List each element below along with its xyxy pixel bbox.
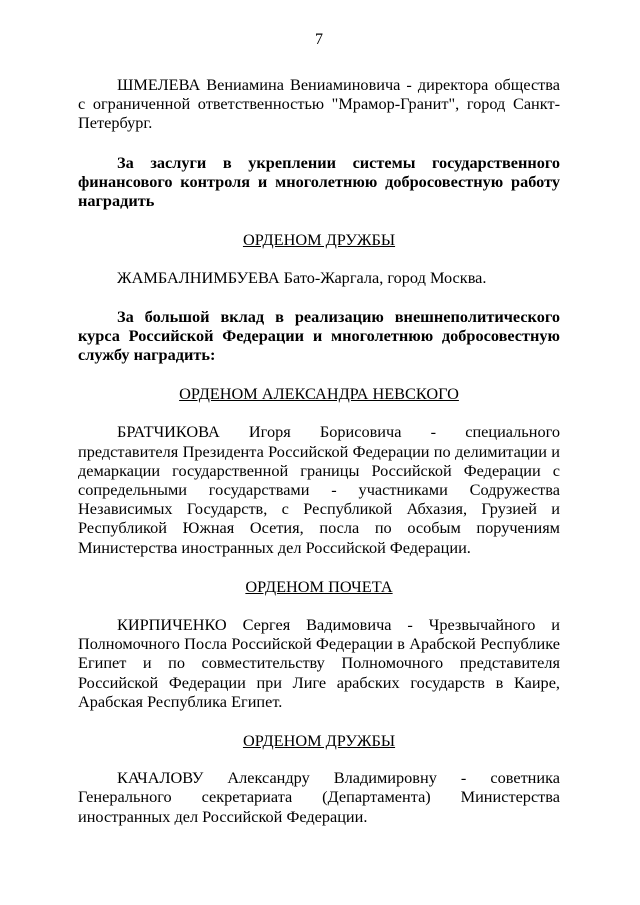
award-heading-order-of-friendship: ОРДЕНОМ ДРУЖБЫ <box>242 230 396 250</box>
document-page <box>78 30 560 826</box>
page-number: 7 <box>315 31 323 48</box>
award-recipient-zhambalnimbuev: ЖАМБАЛНИМБУЕВА Бато-Жаргала, город Москва. <box>117 268 487 288</box>
award-heading-order-of-friendship-2: ОРДЕНОМ ДРУЖБЫ <box>242 731 396 751</box>
award-heading-order-of-alexander-nevsky: ОРДЕНОМ АЛЕКСАНДРА НЕВСКОГО <box>179 384 459 404</box>
award-recipient-bratchikov: БРАТЧИКОВА Игоря Борисовича - специального представителя Президента Российской Федерации по делимитации и демаркации государственной границы Российской Федерации с сопредельными государствами - участниками Содружества Независимых Государств, с Республикой Абхазия, Грузией и Республикой Южная Осетия, посла по особым поручениям Министерства иностранных дел Российской Федерации. <box>78 422 560 557</box>
award-recipient-kirpichenko: КИРПИЧЕНКО Сергея Вадимовича - Чрезвычайного и Полномочного Посла Российской Федерации в Арабской Республике Египет и по совместительству Полномочного представителя Российской Федерации при Лиге арабских государств в Каире, Арабская Республика Египет. <box>78 615 560 711</box>
decree-foreign-policy: За большой вклад в реализацию внешнеполитического курса Российской Федерации и многолетнюю добросовестную службу наградить: <box>78 306 560 365</box>
award-recipient-kachalova: КАЧАЛОВУ Александру Владимировну - советника Генерального секретариата (Департамента) Министерства иностранных дел Российской Федерации. <box>78 768 560 826</box>
award-heading-order-of-honour: ОРДЕНОМ ПОЧЕТА <box>245 576 393 596</box>
decree-financial-control: За заслуги в укреплении системы государственного финансового контроля и многолетнюю добросовестную работу наградить <box>78 152 560 211</box>
award-recipient-shmelev: ШМЕЛЕВА Вениамина Вениаминовича - директора общества с ограниченной ответственностью "Мрамор-Гранит", город Санкт-Петербург. <box>78 75 560 133</box>
